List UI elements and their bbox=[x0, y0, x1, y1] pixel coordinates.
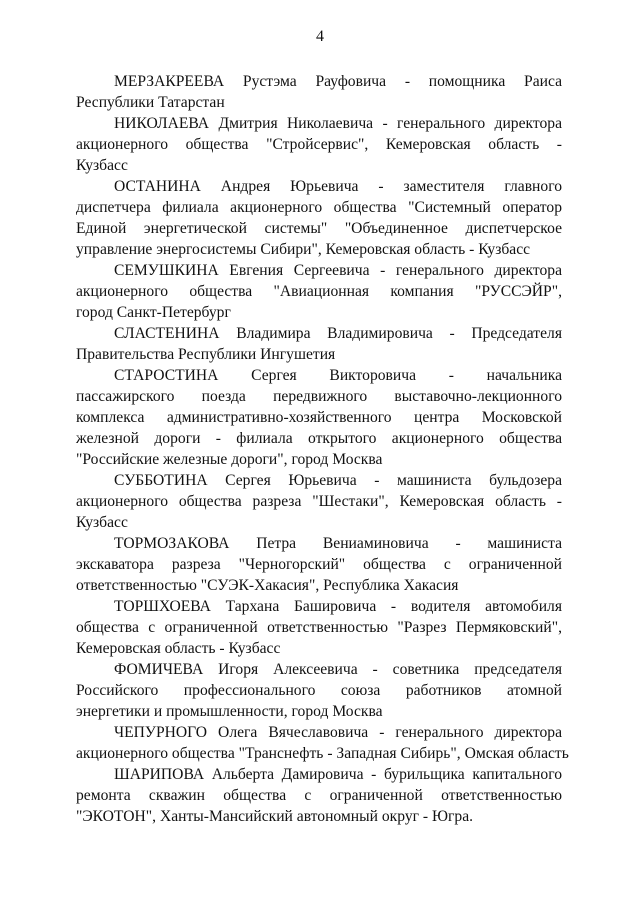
entry-line: экскаватора разреза "Черногорский" общества с ограниченной bbox=[76, 556, 562, 573]
entry-line: Правительства Республики Ингушетия bbox=[76, 346, 336, 363]
entry-line: НИКОЛАЕВА Дмитрия Николаевича - генерального директора bbox=[114, 115, 562, 132]
entry-line: "ЭКОТОН", Ханты-Мансийский автономный округ - Югра. bbox=[76, 808, 474, 825]
entry-line: ФОМИЧЕВА Игоря Алексеевича - советника председателя bbox=[114, 661, 562, 678]
entry-line: железной дороги - филиала открытого акционерного общества bbox=[76, 430, 562, 447]
entry-line: акционерного общества "Авиационная компания "РУССЭЙР", bbox=[76, 283, 562, 300]
entry-line: акционерного общества "Транснефть - Западная Сибирь", Омская область bbox=[76, 745, 569, 762]
entry-line: акционерного общества разреза "Шестаки", Кемеровская область - bbox=[76, 493, 562, 510]
entry-line: диспетчера филиала акционерного общества "Системный оператор bbox=[76, 199, 562, 216]
entry-line: "Российские железные дороги", город Москва bbox=[76, 451, 383, 468]
list-item bbox=[76, 323, 562, 365]
entry-line: СЛАСТЕНИНА Владимира Владимировича - Председателя bbox=[114, 325, 562, 342]
entry-line: СЕМУШКИНА Евгения Сергеевича - генерального директора bbox=[114, 262, 562, 279]
list-item bbox=[76, 533, 562, 596]
entry-line: Кемеровская область - Кузбасс bbox=[76, 640, 281, 657]
entry-line: пассажирского поезда передвижного выставочно-лекционного bbox=[76, 388, 562, 405]
entry-line: управление энергосистемы Сибири", Кемеровская область - Кузбасс bbox=[76, 241, 531, 258]
list-item bbox=[76, 113, 562, 176]
entry-line: ТОРМОЗАКОВА Петра Вениаминовича - машиниста bbox=[114, 535, 562, 552]
list-item bbox=[76, 71, 562, 113]
list-item bbox=[76, 260, 562, 323]
entry-line: комплекса административно-хозяйственного центра Московской bbox=[76, 409, 562, 426]
entry-line: Кузбасс bbox=[76, 514, 128, 531]
list-item bbox=[76, 470, 562, 533]
list-item bbox=[76, 722, 569, 764]
entry-line: СУББОТИНА Сергея Юрьевича - машиниста бульдозера bbox=[114, 472, 562, 489]
list-item bbox=[76, 659, 562, 722]
entry-line: общества с ограниченной ответственностью "Разрез Пермяковский", bbox=[76, 619, 562, 636]
entry-line: энергетики и промышленности, город Москва bbox=[76, 703, 383, 720]
entry-line: ОСТАНИНА Андрея Юрьевича - заместителя главного bbox=[114, 178, 562, 195]
page-number: 4 bbox=[316, 28, 324, 45]
entry-line: ЧЕПУРНОГО Олега Вячеславовича - генерального директора bbox=[114, 724, 562, 741]
list-item bbox=[76, 365, 562, 470]
entry-line: город Санкт-Петербург bbox=[76, 304, 231, 321]
entry-line: ШАРИПОВА Альберта Дамировича - бурильщика капитального bbox=[114, 766, 562, 783]
entry-line: Единой энергетической системы" "Объединенное диспетчерское bbox=[76, 220, 562, 237]
entry-line: ремонта скважин общества с ограниченной ответственностью bbox=[76, 787, 562, 804]
entry-line: СТАРОСТИНА Сергея Викторовича - начальника bbox=[114, 367, 562, 384]
award-list bbox=[76, 71, 569, 827]
list-item bbox=[76, 596, 562, 659]
list-item bbox=[76, 764, 562, 827]
entry-line: Кузбасс bbox=[76, 157, 128, 174]
entry-line: ТОРШХОЕВА Тархана Башировича - водителя автомобиля bbox=[114, 598, 562, 615]
entry-line: Республики Татарстан bbox=[76, 94, 225, 111]
entry-line: ответственностью "СУЭК-Хакасия", Республика Хакасия bbox=[76, 577, 459, 594]
list-item bbox=[76, 176, 562, 260]
entry-line: Российского профессионального союза работников атомной bbox=[76, 682, 562, 699]
entry-line: акционерного общества "Стройсервис", Кемеровская область - bbox=[76, 136, 562, 153]
entry-line: МЕРЗАКРЕЕВА Рустэма Рауфовича - помощника Раиса bbox=[114, 73, 562, 90]
